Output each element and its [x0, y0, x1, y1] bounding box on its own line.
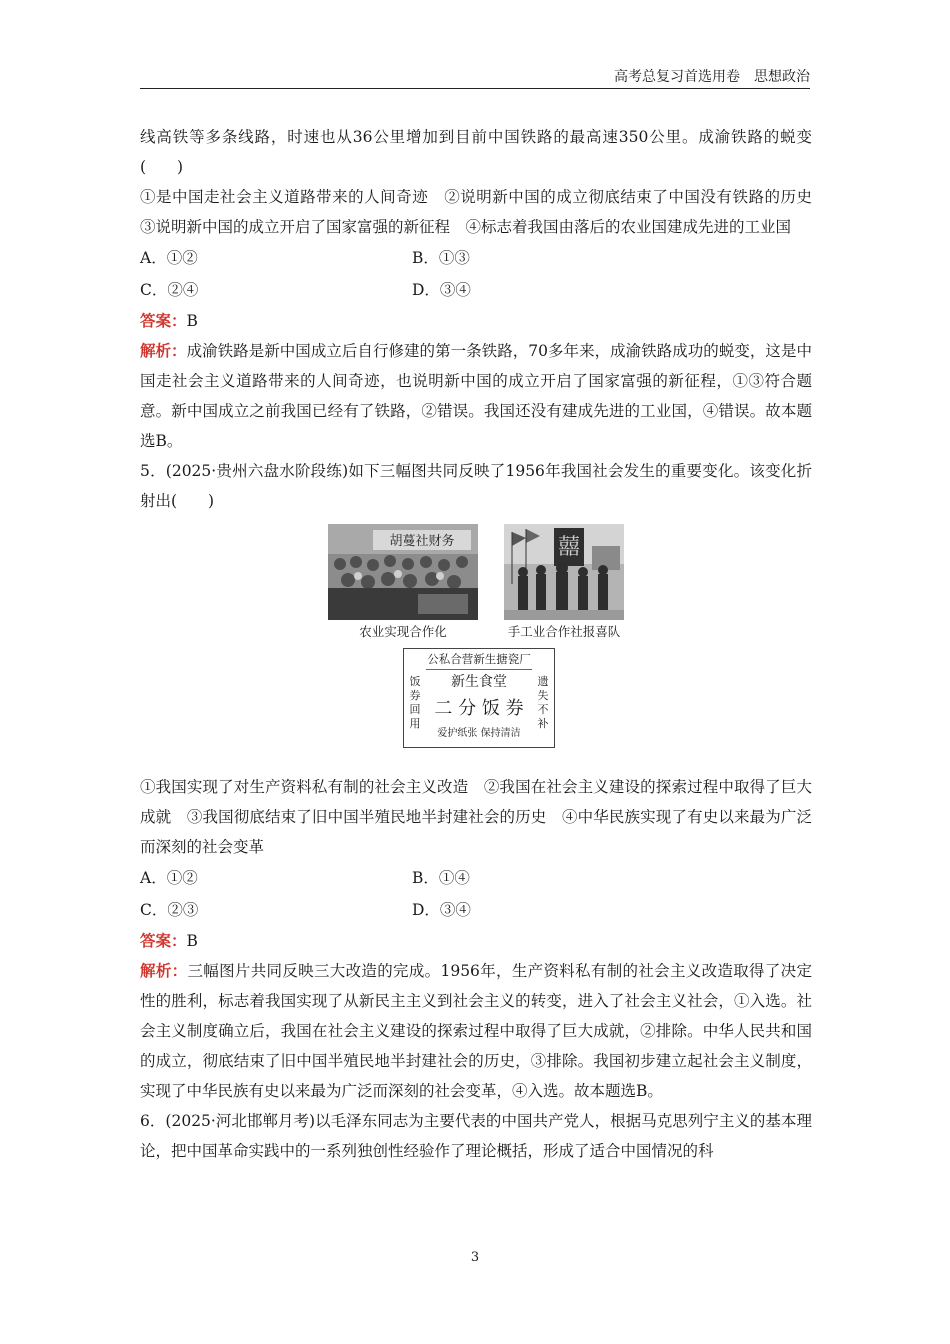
q4-answer-label: 答案： [140, 311, 187, 330]
q5-option-a: A．①② [140, 869, 198, 887]
photo-handicraft-cooperative [504, 524, 624, 620]
q4-option-a: A．①② [140, 249, 198, 267]
ticket-factory: 公私合营新生搪瓷厂 [427, 652, 531, 666]
flag-text: 囍 [557, 535, 581, 560]
q5-statements: ①我国实现了对生产资料私有制的社会主义改造 ②我国在社会主义建设的探索过程中取得了巨大成就 ③我国彻底结束了旧中国半殖民地半封建社会的历史 ④中华民族实现了有史以来最为广泛而深刻的社会变革 [140, 778, 812, 856]
ticket-divider [426, 669, 532, 670]
ticket-right-note: 遗失不补 [537, 675, 549, 730]
ticket-left-note: 饭券回用 [409, 675, 421, 730]
q4-options-row-2 [140, 274, 812, 306]
banner-text: 胡蔓社财务 [389, 534, 455, 549]
q5-analysis [140, 956, 812, 1106]
q5-analysis-text: 三幅图片共同反映三大改造的完成。1956年，生产资料私有制的社会主义改造取得了决定性的胜利，标志着我国实现了从新民主主义到社会主义的转变，进入了社会主义社会，①入选。社会主义制度确立后，我国在社会主义建设的探索过程中取得了巨大成就，②排除。中华人民共和国的成立，彻底结束了旧中国半殖民地半封建社会的历史，③排除。我国初步建立起社会主义制度，实现了中华民族有史以来最为广泛而深刻的社会变革，④入选。故本题选B。 [140, 962, 812, 1100]
meal-ticket [403, 648, 555, 748]
q4-options-row-1 [140, 242, 812, 274]
q5-option-b: B．①④ [412, 869, 470, 887]
ticket-value: 二 分 饭 券 [434, 698, 524, 719]
header-title: 高考总复习首选用卷 思想政治 [614, 69, 810, 85]
page-content [140, 122, 828, 1166]
q4-analysis-label: 解析： [140, 341, 187, 360]
caption-handicraft-cooperative: 手工业合作社报喜队 [507, 624, 621, 639]
q5-option-d: D．③④ [412, 901, 471, 919]
q4-option-d: D．③④ [412, 281, 471, 299]
q4-statements: ①是中国走社会主义道路带来的人间奇迹 ②说明新中国的成立彻底结束了中国没有铁路的历史 ③说明新中国的成立开启了国家富强的新征程 ④标志着我国由落后的农业国建成先进的工业国 [140, 188, 828, 236]
ticket-slogan: 爱护纸张 保持清洁 [437, 728, 521, 739]
q4-option-c: C．②④ [140, 281, 199, 299]
q4-answer [140, 306, 812, 336]
q5-figure [140, 524, 812, 756]
page-header [140, 68, 810, 89]
q4-stem: 线高铁等多条线路，时速也从36公里增加到目前中国铁路的最高速350公里。成渝铁路的蜕变( ) [140, 128, 812, 176]
q6-stem: 6．(2025·河北邯郸月考)以毛泽东同志为主要代表的中国共产党人，根据马克思列宁主义的基本理论，把中国革命实践中的一系列独创性经验作了理论概括，形成了适合中国情况的科 [140, 1112, 812, 1160]
q5-answer-label: 答案： [140, 931, 187, 950]
q5-answer [140, 926, 812, 956]
q4-answer-value: B [186, 312, 198, 330]
q4-analysis [140, 336, 812, 456]
q5-stem: 5．(2025·贵州六盘水阶段练)如下三幅图共同反映了1956年我国社会发生的重要变化。该变化折射出( ) [140, 462, 812, 510]
caption-agricultural-cooperative: 农业实现合作化 [359, 624, 447, 639]
page-number: 3 [470, 1250, 480, 1265]
q5-options-row-2 [140, 894, 812, 926]
q4-option-b: B．①③ [412, 249, 470, 267]
q5-option-c: C．②③ [140, 901, 199, 919]
q5-analysis-label: 解析： [140, 961, 188, 980]
ticket-canteen: 新生食堂 [451, 674, 507, 690]
q4-analysis-text: 成渝铁路是新中国成立后自行修建的第一条铁路，70多年来，成渝铁路成功的蜕变，这是中国走社会主义道路带来的人间奇迹，也说明新中国的成立开启了国家富强的新征程，①③符合题意。新中国成立之前我国已经有了铁路，②错误。我国还没有建成先进的工业国，④错误。故本题选B。 [140, 342, 812, 450]
photo-agricultural-cooperative [328, 524, 478, 620]
q5-answer-value: B [186, 932, 198, 950]
q5-options-row-1 [140, 862, 812, 894]
